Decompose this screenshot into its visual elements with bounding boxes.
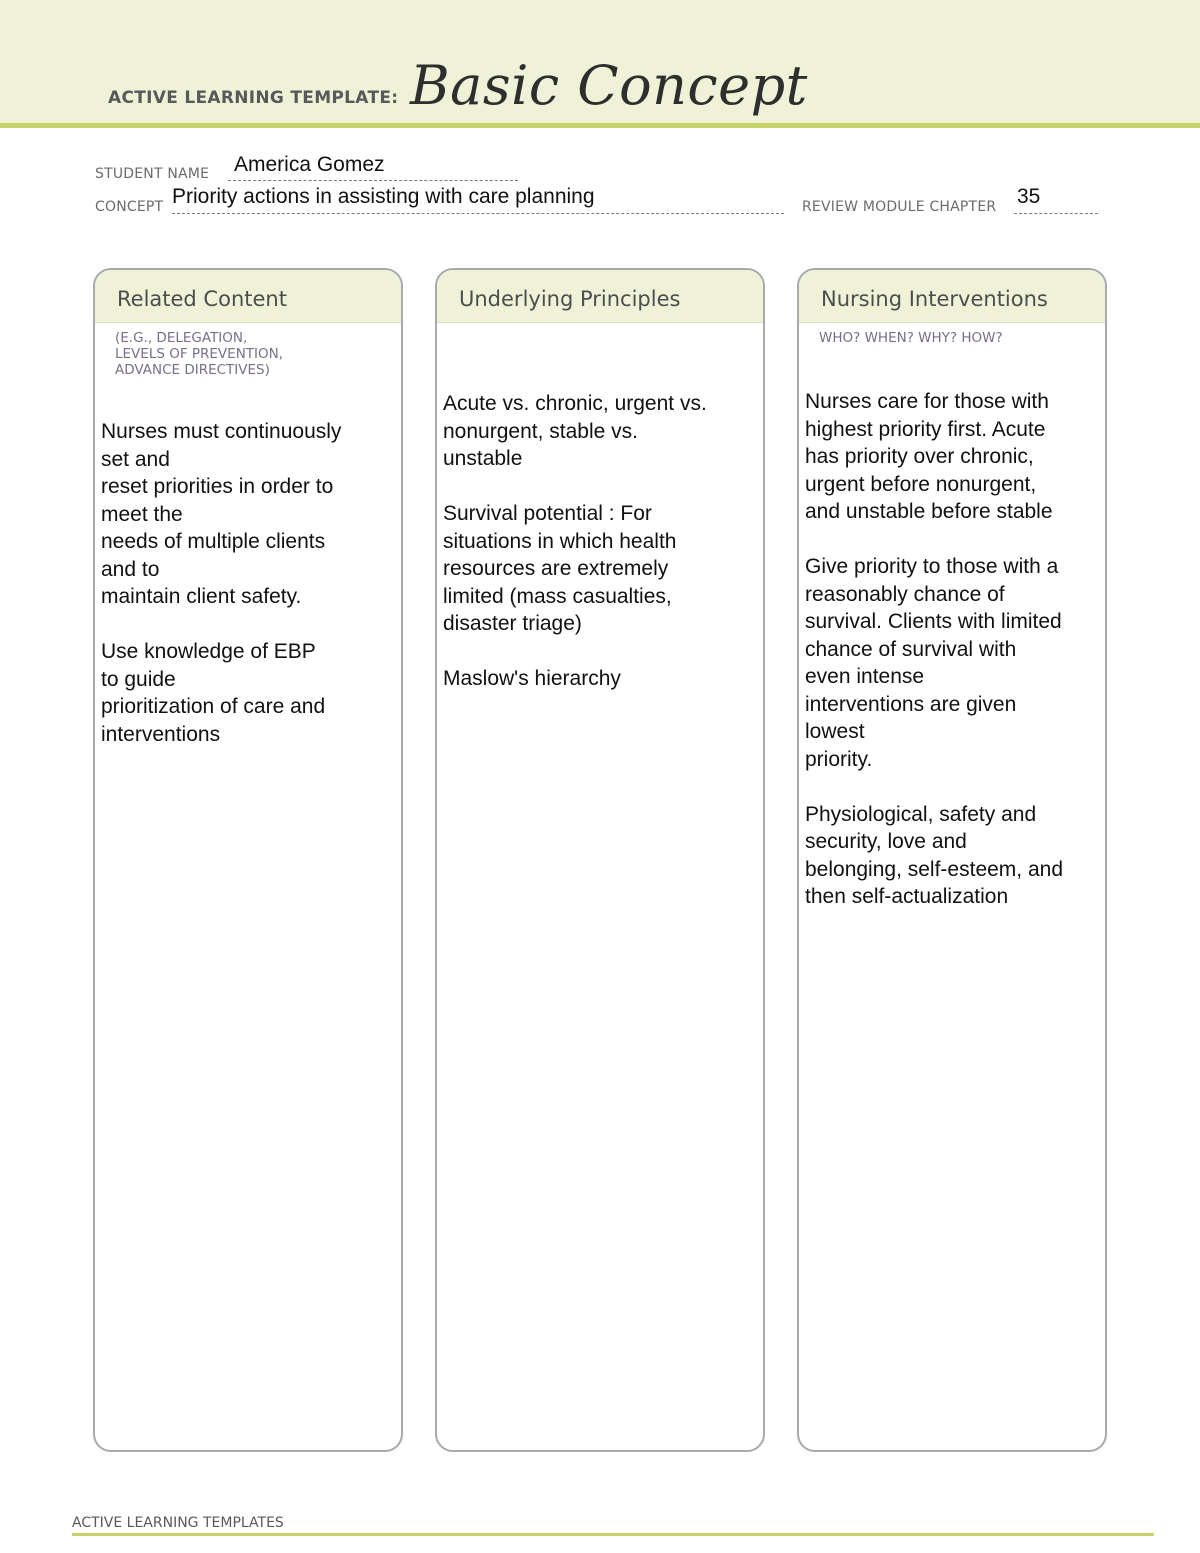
related-content-subtitle: (E.G., DELEGATION, LEVELS OF PREVENTION, ADVANCE DIRECTIVES) (115, 330, 284, 378)
review-module-field[interactable]: 35 (1017, 185, 1041, 208)
page-title: Basic Concept (410, 54, 808, 117)
concept-field[interactable]: Priority actions in assisting with care planning (172, 185, 595, 208)
related-content-header (95, 270, 401, 323)
underlying-principles-title: Underlying Principles (459, 287, 681, 311)
footer-label: ACTIVE LEARNING TEMPLATES (72, 1515, 284, 1531)
student-name-label: STUDENT NAME (95, 166, 210, 182)
nursing-interventions-title: Nursing Interventions (821, 287, 1048, 311)
template-label: ACTIVE LEARNING TEMPLATE: (108, 88, 399, 108)
related-content-panel (93, 268, 403, 1452)
nursing-interventions-panel (797, 268, 1107, 1452)
underlying-principles-header (437, 270, 763, 323)
nursing-interventions-text[interactable]: Nurses care for those with highest priority first. Acute has priority over chronic, urgent before nonurgent, and unstable before stable Give priority to those with a reasonably chance of survival. Clients with limited chance of survival with even intense interventions are given lowest priority. Physiological, safety and security, love and belonging, self-esteem, and then self-actualization (805, 390, 1063, 908)
review-module-label: REVIEW MODULE CHAPTER (802, 199, 997, 215)
footer-divider (72, 1533, 1154, 1536)
related-content-title: Related Content (117, 287, 287, 311)
student-name-underline (228, 180, 518, 181)
header-divider (0, 123, 1200, 128)
related-content-text[interactable]: Nurses must continuously set and reset priorities in order to meet the needs of multiple clients and to maintain client safety. Use knowledge of EBP to guide prioritization of care and interventions (101, 420, 342, 746)
nursing-interventions-subtitle: WHO? WHEN? WHY? HOW? (819, 330, 1003, 346)
underlying-principles-panel (435, 268, 765, 1452)
review-module-underline (1014, 213, 1098, 214)
student-name-field[interactable]: America Gomez (234, 153, 385, 176)
concept-label: CONCEPT (95, 199, 164, 215)
nursing-interventions-header (799, 270, 1105, 323)
concept-underline (172, 213, 784, 214)
underlying-principles-text[interactable]: Acute vs. chronic, urgent vs. nonurgent, stable vs. unstable Survival potential : For situations in which health resources are extremely limited (mass casualties, disaster triage) Maslow's hierarchy (443, 392, 707, 690)
